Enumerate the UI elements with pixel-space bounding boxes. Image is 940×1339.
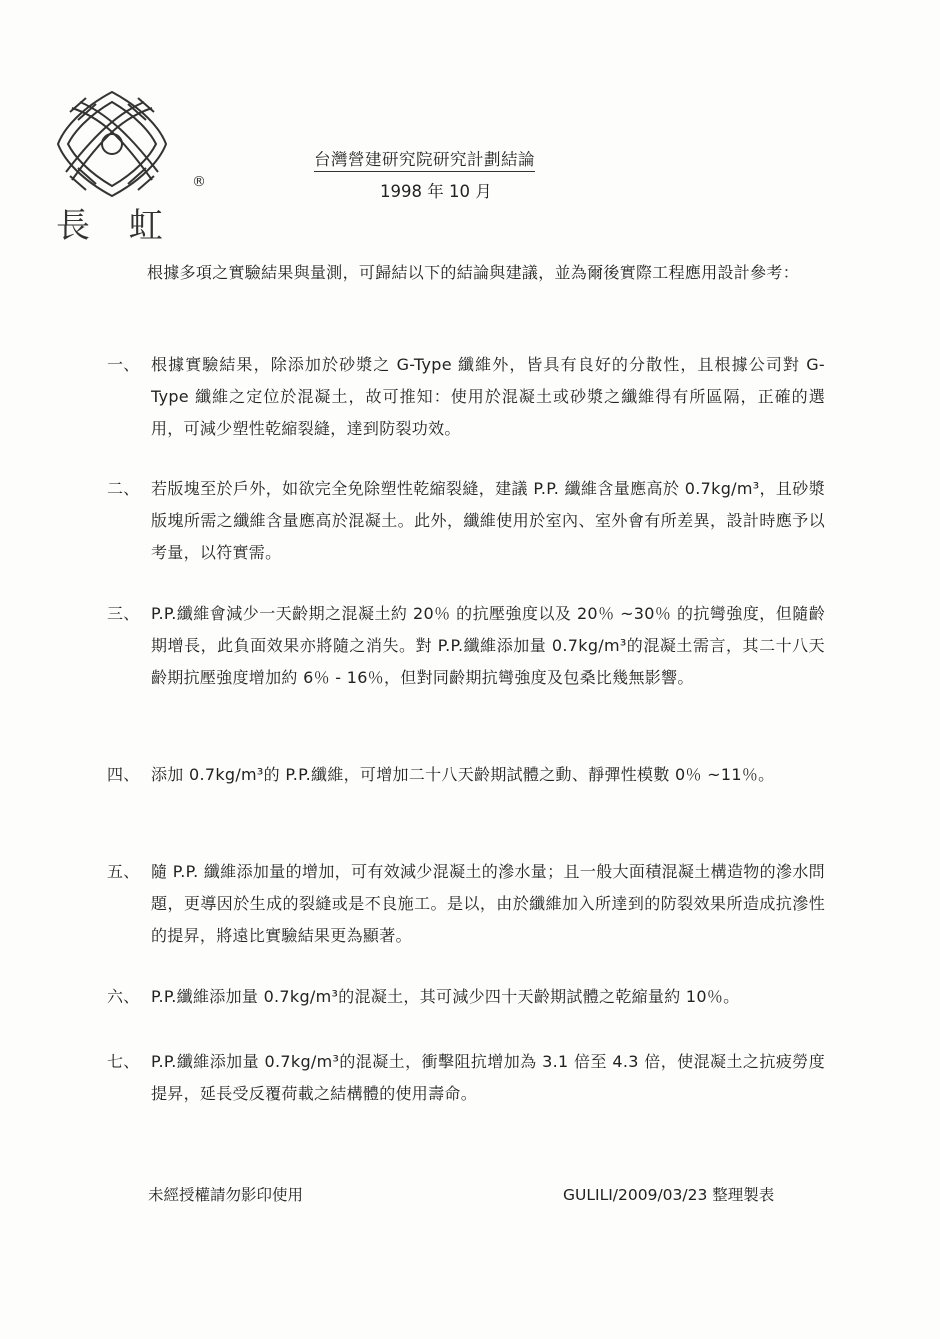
registered-mark: ® — [192, 174, 206, 190]
document-date: 1998 年 10 月 — [380, 182, 492, 201]
document-title: 台灣營建研究院研究計劃結論 — [314, 146, 535, 172]
conclusion-item-4 — [107, 759, 825, 791]
item-number: 一、 — [107, 355, 140, 374]
item-text: P.P.纖維添加量 0.7kg/m³的混凝土，衝擊阻抗增加為 3.1 倍至 4.3 倍，使混凝土之抗疲勞度提昇，延長受反覆荷載之結構體的使用壽命。 — [151, 1052, 825, 1103]
conclusion-item-5 — [107, 856, 825, 952]
logo-brand-name: 長 虹 — [56, 206, 177, 246]
item-text: P.P.纖維添加量 0.7kg/m³的混凝土，其可減少四十天齡期試體之乾縮量約 10％。 — [151, 987, 740, 1006]
item-number: 四、 — [107, 765, 140, 784]
conclusion-item-7 — [107, 1046, 825, 1110]
author-credit: GULILI/2009/03/23 整理製表 — [563, 1186, 775, 1204]
conclusion-item-3 — [107, 598, 825, 694]
item-text: 若版塊至於戶外，如欲完全免除塑性乾縮裂縫，建議 P.P. 纖維含量應高於 0.7kg/m³，且砂漿版塊所需之纖維含量應高於混凝土。此外，纖維使用於室內、室外會有所差異，設計時應予以考量，以符實需。 — [151, 479, 825, 562]
item-number: 二、 — [107, 479, 140, 498]
item-text: 隨 P.P. 纖維添加量的增加，可有效減少混凝土的滲水量；且一般大面積混凝土構造物的滲水問題，更導因於生成的裂縫或是不良施工。是以，由於纖維加入所達到的防裂效果所造成抗滲性的提昇，將遠比實驗結果更為顯著。 — [151, 862, 825, 945]
item-text: P.P.纖維會減少一天齡期之混凝土約 20％ 的抗壓強度以及 20％ ~30％ 的抗彎強度，但隨齡期增長，此負面效果亦將隨之消失。對 P.P.纖維添加量 0.7kg/m³的混凝土需言，其二十八天齡期抗壓強度增加約 6％ - 16％，但對同齡期抗彎強度及包桑比幾無影響。 — [151, 604, 825, 687]
company-logo — [52, 88, 206, 246]
item-number: 五、 — [107, 862, 140, 881]
woven-knot-logo-icon — [52, 88, 172, 200]
conclusion-item-6 — [107, 981, 825, 1013]
conclusion-item-1 — [107, 349, 825, 445]
conclusion-item-2 — [107, 473, 825, 569]
intro-paragraph: 根據多項之實驗結果與量測，可歸結以下的結論與建議，並為爾後實際工程應用設計參考： — [147, 263, 800, 282]
item-number: 七、 — [107, 1052, 140, 1071]
item-text: 根據實驗結果，除添加於砂漿之 G-Type 纖維外，皆具有良好的分散性，且根據公司對 G-Type 纖維之定位於混凝土，故可推知：使用於混凝土或砂漿之纖維得有所區隔，正確的選用，可減少塑性乾縮裂縫，達到防裂功效。 — [151, 355, 825, 438]
item-number: 六、 — [107, 987, 140, 1006]
item-number: 三、 — [107, 604, 140, 623]
copy-notice: 未經授權請勿影印使用 — [148, 1186, 304, 1204]
item-text: 添加 0.7kg/m³的 P.P.纖維，可增加二十八天齡期試體之動、靜彈性模數 0％ ~11％。 — [151, 765, 775, 784]
